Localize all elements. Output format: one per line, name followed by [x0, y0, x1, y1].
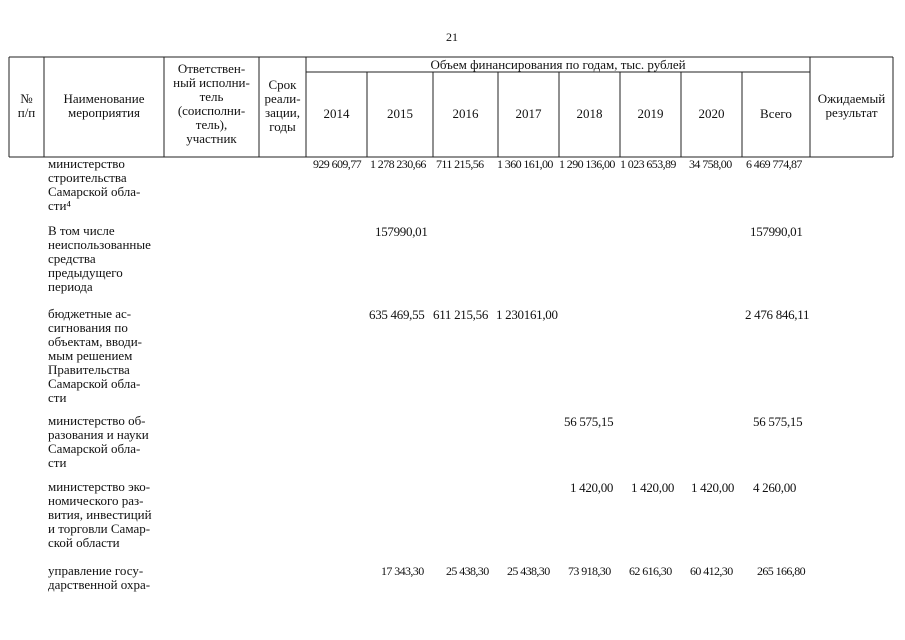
table-cell: 1 290 136,00: [559, 157, 615, 171]
header-year-2016: 2016: [452, 106, 479, 121]
header-number: [9, 92, 44, 120]
header-year-2017: 2017: [515, 106, 542, 121]
row-name-line: управление госу-: [48, 563, 144, 578]
header-term-line: зации,: [264, 105, 301, 120]
table-cell: 6 469 774,87: [746, 157, 802, 171]
table-cell: 56 575,15: [753, 414, 803, 429]
row-name-line: дарственной охра-: [48, 577, 151, 592]
table-cell: 157990,01: [750, 224, 803, 239]
table-cell: 1 420,00: [631, 480, 675, 495]
row-name-line: разования и науки: [48, 427, 149, 442]
header-executor-line: ный исполни-: [173, 75, 250, 90]
row-name-line: периода: [48, 279, 93, 294]
table-cell: 17 343,30: [381, 564, 424, 578]
row-name-line: и торговли Самар-: [48, 521, 151, 536]
table-cell: 60 412,30: [690, 564, 733, 578]
table-cell: 611 215,56: [433, 307, 489, 322]
row-name-line: номического раз-: [48, 493, 144, 508]
row-name-line: В том числе: [48, 223, 115, 238]
table-cell: 265 166,80: [757, 564, 806, 578]
header-term: [259, 78, 306, 134]
row-name-line: сигнования по: [48, 320, 128, 335]
row-name-line: бюджетные ас-: [48, 306, 132, 321]
row-name-line: мым решением: [48, 348, 133, 363]
table-cell: 1 420,00: [691, 480, 735, 495]
header-number-line: п/п: [17, 105, 36, 120]
table-cell: 1 360 161,00: [497, 157, 553, 171]
header-year-2014: 2014: [323, 106, 350, 121]
table-cell: 62 616,30: [629, 564, 672, 578]
table-cell: 1 278 230,66: [370, 157, 426, 171]
header-total: Всего: [760, 106, 792, 121]
table-cell: 56 575,15: [564, 414, 614, 429]
table-cell: 25 438,30: [446, 564, 489, 578]
row-name-line: сти⁴: [48, 198, 71, 213]
header-funding-title: Объем финансирования по годам, тыс. рублей: [430, 57, 686, 72]
table-cell: 635 469,55: [369, 307, 425, 322]
row-name-line: министерство об-: [48, 413, 146, 428]
table-cell: 73 918,30: [568, 564, 611, 578]
row-name-line: объектам, вводи-: [48, 334, 142, 349]
table-cell: 1 230161,00: [496, 307, 558, 322]
header-number-line: №: [20, 91, 33, 106]
table-cell: 1 023 653,89: [620, 157, 676, 171]
header-name: [44, 92, 164, 120]
header-executor-line: тель: [199, 89, 224, 104]
row-name: [48, 307, 166, 405]
header-executor-line: (соисполни-: [177, 103, 246, 118]
row-name-line: строительства: [48, 170, 127, 185]
row-name-line: министерство эко-: [48, 479, 151, 494]
page-number: 21: [446, 30, 458, 44]
header-year-2019: 2019: [637, 106, 664, 121]
row-name: [48, 157, 166, 213]
table-cell: 25 438,30: [507, 564, 550, 578]
row-name-line: Самарской обла-: [48, 376, 141, 391]
row-name-line: Самарской обла-: [48, 184, 141, 199]
table-cell: 2 476 846,11: [745, 307, 810, 322]
header-term-line: Срок: [268, 77, 297, 92]
header-result: [810, 92, 893, 120]
header-result-line: результат: [825, 105, 878, 120]
row-name-line: сти: [48, 455, 67, 470]
header-executor-line: участник: [186, 131, 237, 146]
header-executor-line: Ответствен-: [177, 61, 246, 76]
row-name-line: Самарской обла-: [48, 441, 141, 456]
header-year-2020: 2020: [698, 106, 725, 121]
header-result-line: Ожидаемый: [817, 91, 886, 106]
row-name-line: министерство: [48, 156, 125, 171]
header-term-line: реали-: [264, 91, 301, 106]
row-name-line: вития, инвестиций: [48, 507, 152, 522]
row-name: [48, 564, 166, 592]
row-name-line: ской области: [48, 535, 120, 550]
table-cell: 157990,01: [375, 224, 428, 239]
header-name-line: Наименование: [63, 91, 145, 106]
table-cell: 4 260,00: [753, 480, 797, 495]
row-name-line: Правительства: [48, 362, 130, 377]
table-cell: 1 420,00: [570, 480, 614, 495]
header-executor-line: тель),: [195, 117, 228, 132]
row-name: [48, 224, 166, 294]
table-cell: 711 215,56: [436, 157, 484, 171]
header-year-2015: 2015: [387, 106, 413, 121]
table-cell: 34 758,00: [689, 157, 732, 171]
header-executor: [164, 62, 259, 146]
row-name-line: неиспользованные: [48, 237, 151, 252]
row-name: [48, 414, 166, 470]
row-name-line: сти: [48, 390, 67, 405]
row-name: [48, 480, 166, 550]
header-year-2018: 2018: [576, 106, 603, 121]
header-term-line: годы: [269, 119, 296, 134]
row-name-line: предыдущего: [48, 265, 123, 280]
row-name-line: средства: [48, 251, 96, 266]
header-name-line: мероприятия: [67, 105, 140, 120]
table-cell: 929 609,77: [313, 157, 362, 171]
